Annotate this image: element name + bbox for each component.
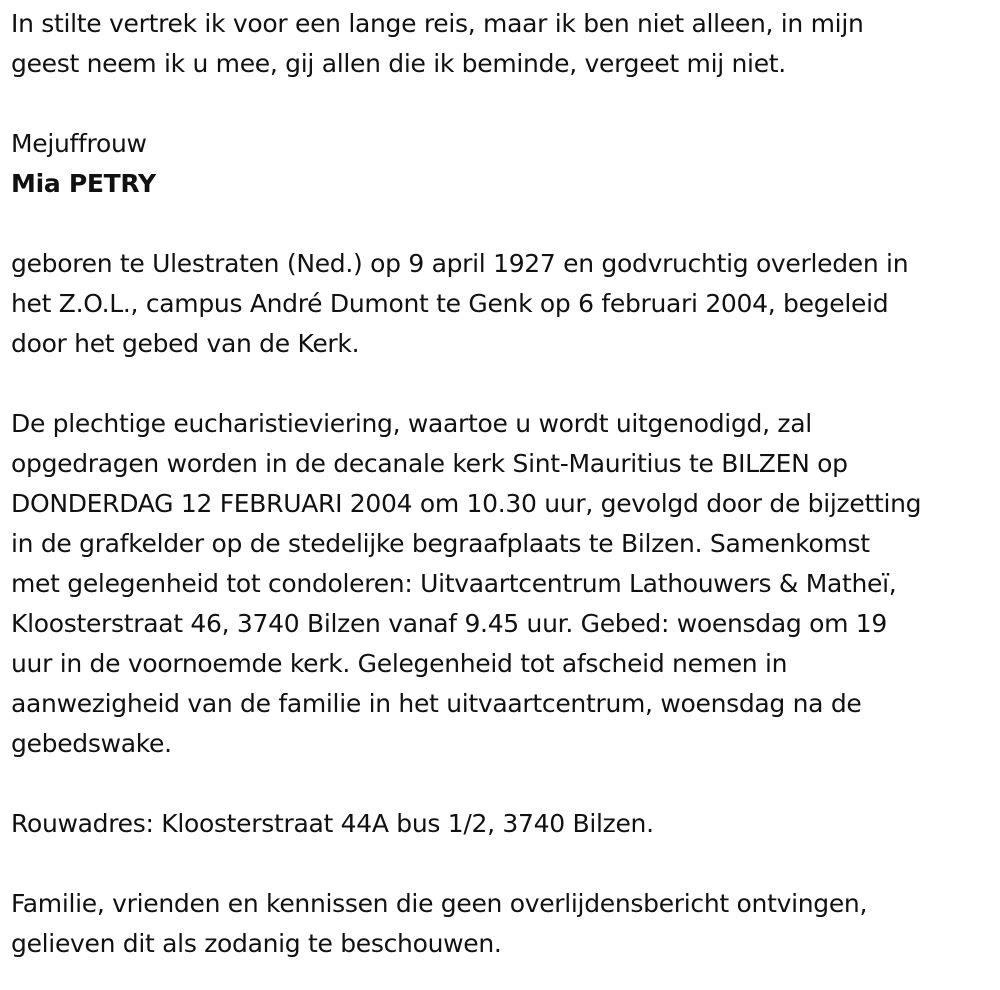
text-line: gelieven dit als zodanig te beschouwen.: [11, 929, 502, 958]
motto-paragraph: [11, 4, 990, 84]
text-line: in de grafkelder op de stedelijke begraafplaats te Bilzen. Samenkomst: [11, 529, 870, 558]
deceased-name: Mia PETRY: [11, 169, 156, 198]
text-line: De plechtige eucharistieviering, waartoe u wordt uitgenodigd, zal: [11, 409, 812, 438]
text-line: uur in de voornoemde kerk. Gelegenheid tot afscheid nemen in: [11, 649, 788, 678]
text-line: geest neem ik u mee, gij allen die ik beminde, vergeet mij niet.: [11, 49, 786, 78]
paragraph-gap: [11, 204, 990, 244]
text-line: met gelegenheid tot condoleren: Uitvaartcentrum Lathouwers & Matheï,: [11, 569, 897, 598]
text-line: aanwezigheid van de familie in het uitvaartcentrum, woensdag na de: [11, 689, 862, 718]
closing-paragraph: [11, 884, 990, 964]
text-line: door het gebed van de Kerk.: [11, 329, 360, 358]
address-paragraph: [11, 804, 990, 844]
service-paragraph: [11, 404, 990, 764]
text-line: het Z.O.L., campus André Dumont te Genk op 6 februari 2004, begeleid: [11, 289, 889, 318]
text-line: Familie, vrienden en kennissen die geen overlijdensbericht ontvingen,: [11, 889, 868, 918]
text-line: In stilte vertrek ik voor een lange reis, maar ik ben niet alleen, in mijn: [11, 9, 864, 38]
paragraph-gap: [11, 84, 990, 124]
paragraph-gap: [11, 844, 990, 884]
text-line: DONDERDAG 12 FEBRUARI 2004 om 10.30 uur, gevolgd door de bijzetting: [11, 489, 922, 518]
text-line: geboren te Ulestraten (Ned.) op 9 april 1927 en godvruchtig overleden in: [11, 249, 909, 278]
text-line: Rouwadres: Kloosterstraat 44A bus 1/2, 3740 Bilzen.: [11, 809, 654, 838]
salutation: Mejuffrouw: [11, 129, 147, 158]
paragraph-gap: [11, 364, 990, 404]
text-line: opgedragen worden in de decanale kerk Sint-Mauritius te BILZEN op: [11, 449, 848, 478]
text-line: Kloosterstraat 46, 3740 Bilzen vanaf 9.45 uur. Gebed: woensdag om 19: [11, 609, 887, 638]
text-line: gebedswake.: [11, 729, 172, 758]
paragraph-gap: [11, 764, 990, 804]
birth-death-paragraph: [11, 244, 990, 364]
